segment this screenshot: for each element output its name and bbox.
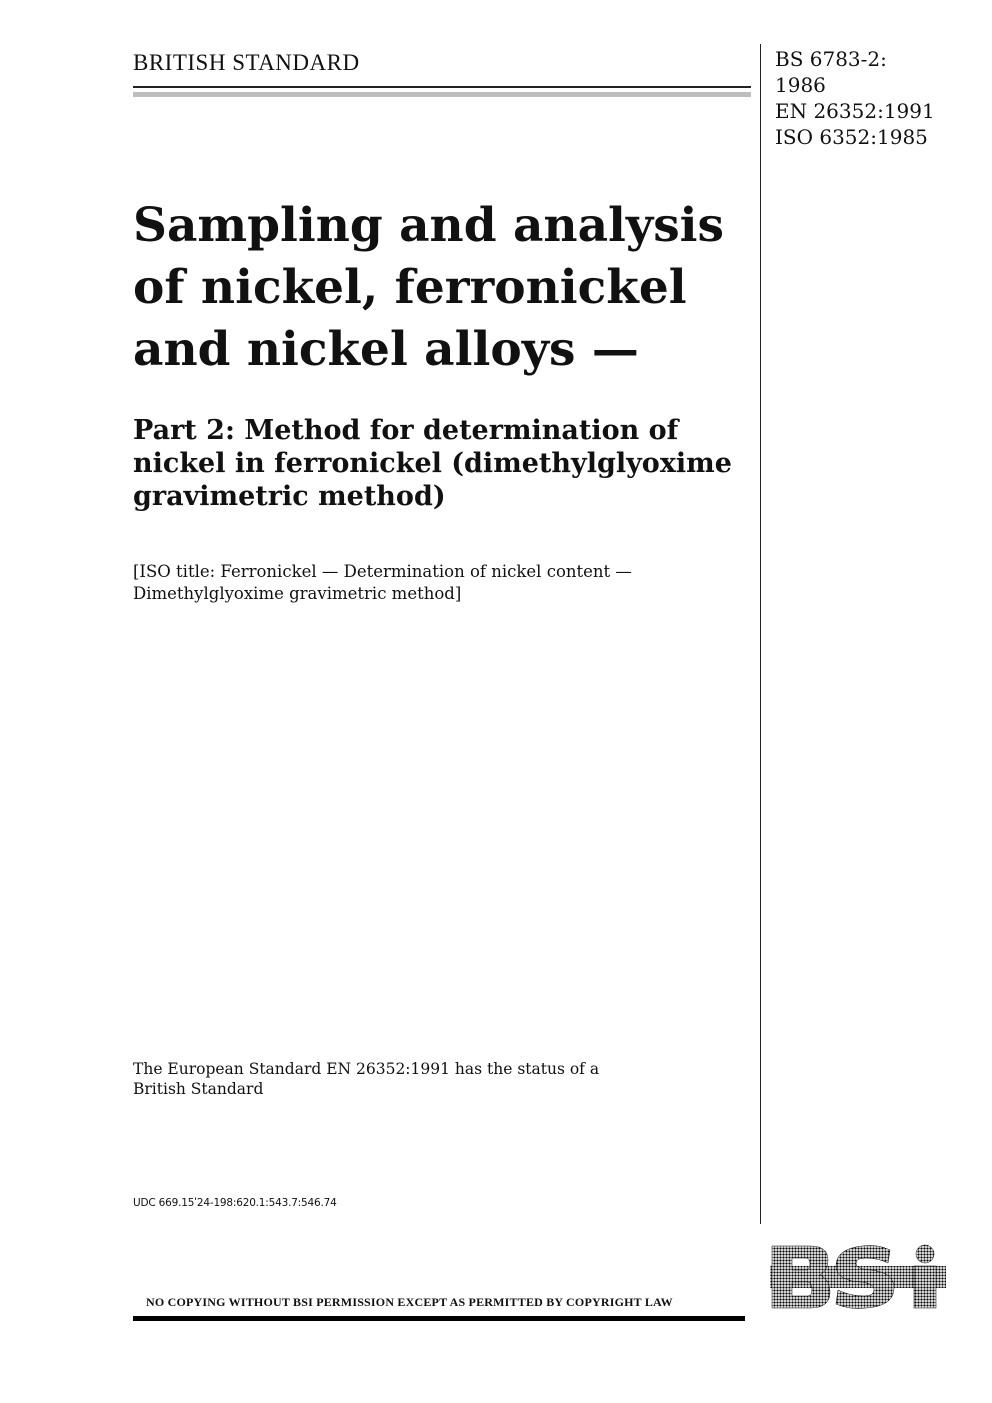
column-divider xyxy=(760,44,761,1224)
document-title: Sampling and analysis of nickel, ferronickel and nickel alloys — xyxy=(133,198,724,377)
header-rule-thick xyxy=(133,92,751,97)
udc-code: UDC 669.15ʹ24-198:620.1:543.7:546.74 xyxy=(133,1197,337,1209)
part-title: Part 2: Method for determination of nickel in ferronickel (dimethylglyoxime gravimetric method) xyxy=(133,415,732,512)
iso-title: [ISO title: Ferronickel — Determination of nickel content — Dimethylglyoxime gravimetric method] xyxy=(133,562,632,603)
standard-number-bs-year: 1986 xyxy=(775,73,826,97)
document-type-label: BRITISH STANDARD xyxy=(133,50,360,75)
bsi-logo-text: BSi xyxy=(858,1284,860,1285)
header-rule-thin xyxy=(133,86,751,88)
status-note: The European Standard EN 26352:1991 has the status of a British Standard xyxy=(133,1060,600,1098)
standard-number-en: EN 26352:1991 xyxy=(775,99,935,123)
bsi-logo xyxy=(770,1244,946,1310)
standard-number-iso: ISO 6352:1985 xyxy=(775,125,928,149)
copyright-notice: NO COPYING WITHOUT BSI PERMISSION EXCEPT AS PERMITTED BY COPYRIGHT LAW xyxy=(146,1295,673,1309)
standard-number-bs: BS 6783-2: xyxy=(775,47,887,71)
standard-numbers xyxy=(775,46,935,150)
footer-rule xyxy=(133,1316,745,1321)
